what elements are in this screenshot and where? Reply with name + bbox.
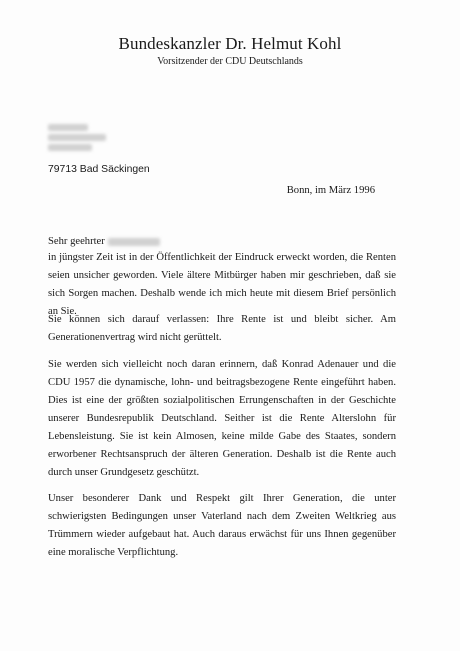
letterhead-subtitle: Vorsitzender der CDU Deutschlands	[157, 56, 303, 67]
letterhead-name: Bundeskanzler Dr. Helmut Kohl	[118, 34, 342, 53]
redacted-address-line-3	[48, 144, 92, 151]
salutation: Sehr geehrter	[48, 236, 105, 247]
redacted-address-line-1	[48, 124, 88, 131]
redacted-recipient-name	[108, 238, 160, 246]
recipient-city-line: 79713 Bad Säckingen	[48, 164, 150, 175]
date-line: Bonn, im März 1996	[286, 185, 375, 196]
paragraph-2: Sie können sich darauf verlassen: Ihre Rente ist und bleibt sicher. Am Generationenvertrag wird nicht gerüttelt.	[48, 314, 396, 343]
paragraph-1: in jüngster Zeit ist in der Öffentlichkeit der Eindruck erweckt worden, die Renten seien unsicher geworden. Viele ältere Mitbürger haben mir geschrieben, daß sie sich Sorgen machen. Deshalb wende ich mich heute mit diesem Brief persönlich an Sie.	[48, 252, 396, 317]
redacted-address-line-2	[48, 134, 106, 141]
paragraph-3: Sie werden sich vielleicht noch daran erinnern, daß Konrad Adenauer und die CDU 1957 die dynamische, lohn- und beitragsbezogene Rente eingeführt haben. Dies ist eine der größten sozialpolitischen Errungenschaften in der Geschichte unserer Bundesrepublik Deutschland. Seither ist die Rente Alterslohn für Lebensleistung. Sie ist kein Almosen, keine milde Gabe des Staates, sondern erworbener Rechtsanspruch der älteren Generation. Deshalb ist die Rente auch durch unser Grundgesetz geschützt.	[48, 359, 396, 478]
paragraph-4: Unser besonderer Dank und Respekt gilt Ihrer Generation, die unter schwierigsten Bedingungen unser Vaterland nach dem Zweiten Weltkrieg aus Trümmern wieder aufgebaut hat. Auch daraus erwächst für uns Ihnen gegenüber eine moralische Verpflichtung.	[48, 493, 396, 558]
